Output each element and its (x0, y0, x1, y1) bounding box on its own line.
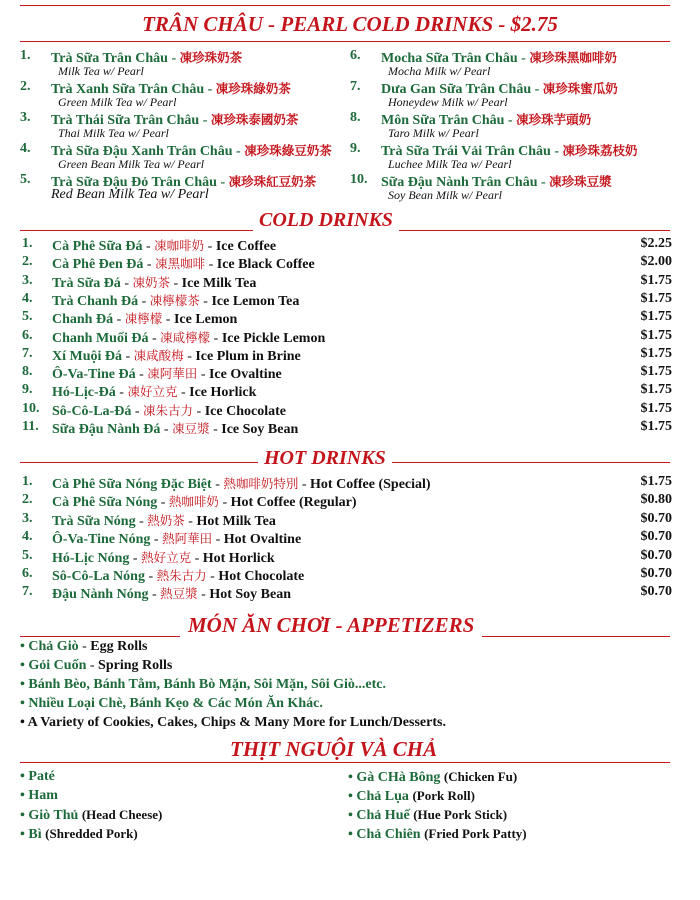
item-vietnamese-name-text: Trà Sữa Đậu Xanh Trân Châu (51, 144, 233, 159)
menu-row (22, 382, 672, 400)
bullet-icon: • (348, 789, 357, 804)
coldcut-vietnamese-name: Giò Thủ (28, 808, 79, 823)
name-separator: - (199, 113, 211, 128)
item-english-name: Hot Coffee (Special) (310, 477, 431, 492)
coldcut-item (20, 769, 55, 785)
name-separator: - (206, 569, 219, 584)
item-number: 2. (20, 79, 31, 94)
item-number: 2. (22, 254, 33, 270)
item-english-name: Ice Horlick (189, 385, 257, 401)
item-number: 7. (22, 345, 33, 361)
item-vietnamese-name: Sữa Đậu Nành Đá (52, 422, 161, 437)
item-chinese-name: 熱阿華田 (162, 531, 213, 547)
item-price: $1.75 (640, 309, 672, 325)
item-english-name: Ice Chocolate (204, 403, 286, 419)
name-separator: - (197, 367, 209, 383)
menu-row (22, 474, 672, 492)
name-separator: - (113, 312, 125, 328)
item-number: 3. (22, 510, 33, 526)
item-english-name: Luchee Milk Tea w/ Pearl (388, 157, 512, 171)
item-chinese-name: 凍朱古力 (143, 402, 194, 418)
name-separator: - (183, 348, 196, 364)
item-english-name: Milk Tea w/ Pearl (58, 64, 144, 78)
item-english-name: Ice Plum in Brine (195, 348, 301, 364)
item-vietnamese-name: Trà Sữa Đá (52, 275, 121, 291)
item-price: $0.80 (640, 492, 672, 508)
name-separator: - (162, 312, 174, 328)
item-vietnamese-name: Chanh Muối Đá (52, 330, 149, 346)
item-english-name: Mocha Milk w/ Pearl (388, 64, 491, 78)
name-separator: - (204, 82, 216, 97)
item-number: 7. (350, 79, 361, 94)
menu-row (22, 419, 672, 437)
coldcut-item (348, 807, 507, 824)
item-chinese-name: 凍檸檬茶 (149, 292, 200, 308)
item-price: $1.75 (640, 474, 672, 489)
item-names (52, 401, 286, 420)
item-number: 8. (22, 364, 33, 380)
item-english-name: Ice Pickle Lemon (221, 330, 326, 346)
item-names (52, 474, 431, 493)
item-vietnamese-name: Cà Phê Sữa Nóng (52, 495, 158, 511)
menu-row (22, 584, 672, 602)
item-number: 6. (22, 327, 33, 343)
item-english-name: Green Bean Milk Tea w/ Pearl (58, 157, 205, 171)
item-price: $0.70 (640, 510, 672, 526)
appetizer-vietnamese-name: Nhiều Loại Chè, Bánh Kẹo & Các Món Ăn Khác. (28, 696, 323, 711)
top-rule (20, 5, 670, 6)
menu-row (22, 236, 672, 254)
coldcut-vietnamese-name: Ham (28, 788, 58, 803)
name-separator: - (170, 275, 182, 291)
coldcut-item (20, 788, 58, 804)
item-vietnamese-name-text: Trà Sữa Trái Vải Trân Châu (381, 144, 551, 159)
item-price: $1.75 (640, 345, 672, 361)
item-number: 2. (22, 492, 33, 508)
item-chinese-name: 凍咸檸檬 (160, 329, 211, 345)
name-separator: - (205, 257, 217, 273)
item-price: $0.70 (640, 566, 672, 581)
item-english-name: Hot Horlick (202, 550, 275, 566)
item-price: $2.25 (640, 236, 672, 251)
bullet-icon: • (20, 788, 29, 803)
item-number: 5. (22, 309, 33, 325)
name-separator: - (143, 257, 156, 273)
item-number: 1. (22, 474, 33, 489)
menu-row (22, 346, 672, 364)
item-vietnamese-name-text: Dưa Gan Sữa Trân Châu (381, 82, 532, 97)
bullet-icon: • (20, 715, 28, 730)
item-names (52, 291, 299, 310)
bullet-icon: • (348, 770, 357, 785)
item-vietnamese-name: Sô-Cô-La-Đá (52, 403, 132, 419)
coldcut-item (348, 826, 527, 843)
menu-row (22, 401, 672, 419)
coldcuts-section-title: THỊT NGUỘI VÀ CHẢ (222, 737, 445, 762)
name-separator: - (193, 403, 205, 419)
item-english-name: Green Milk Tea w/ Pearl (58, 95, 177, 109)
coldcut-vietnamese-name: Gà CHà Bông (356, 770, 441, 785)
item-vietnamese-name-text: Trà Xanh Sữa Trân Châu (51, 82, 205, 97)
menu-row (22, 328, 672, 346)
item-vietnamese-name: Đậu Nành Nóng (52, 587, 149, 603)
item-chinese-name: 凍阿華田 (147, 366, 198, 382)
coldcut-item (348, 769, 517, 786)
item-number: 1. (22, 236, 33, 251)
item-english-name: Ice Coffee (215, 239, 277, 254)
item-vietnamese-name-text: Trà Sữa Trân Châu (51, 51, 168, 66)
item-chinese-name: 凍黑咖啡 (155, 256, 206, 272)
name-separator: - (135, 367, 148, 383)
item-vietnamese-name-text: Trà Thái Sữa Trân Châu (51, 113, 200, 128)
name-separator: - (218, 495, 231, 511)
pearl-section-title: TRÂN CHÂU - PEARL COLD DRINKS - $2.75 (142, 12, 558, 36)
item-chinese-name: 熱好立克 (141, 549, 192, 565)
menu-row (22, 511, 672, 529)
menu-row (22, 548, 672, 566)
item-english-name: Hot Coffee (Regular) (230, 495, 357, 511)
item-names (52, 236, 276, 255)
coldcut-vietnamese-name: Chả Chiên (356, 827, 421, 842)
item-number: 10. (350, 172, 368, 187)
item-chinese-name: 熱奶茶 (147, 512, 185, 528)
item-vietnamese-name: Xí Muội Đá (52, 348, 122, 364)
bullet-icon: • (20, 639, 29, 654)
item-number: 1. (20, 48, 31, 63)
appetizer-vietnamese-name: Chả Giò (28, 639, 79, 654)
coldcuts-top-rule (20, 762, 670, 763)
name-separator: - (150, 532, 163, 548)
item-vietnamese-name-text: Mocha Sữa Trân Châu (381, 51, 518, 66)
item-price: $1.75 (640, 364, 672, 380)
item-english-name: Ice Lemon (173, 312, 238, 328)
bullet-icon: • (20, 769, 29, 784)
item-names (52, 566, 304, 585)
item-price: $1.75 (640, 419, 672, 434)
item-english-name: Hot Soy Bean (209, 587, 292, 603)
name-separator: - (199, 293, 212, 309)
item-price: $1.75 (640, 272, 672, 288)
name-separator: - (115, 385, 128, 401)
cold-section-title: COLD DRINKS (253, 209, 399, 232)
item-chinese-name: 凍豆漿 (172, 421, 210, 436)
item-chinese-name: 熱咖啡奶 (168, 494, 219, 510)
name-separator: - (184, 513, 197, 529)
item-chinese-name: 凍珍珠泰國奶茶 (210, 112, 299, 127)
item-english-name: Hot Chocolate (218, 569, 305, 584)
item-number: 5. (20, 172, 31, 187)
menu-row (22, 254, 672, 272)
item-english-name: Ice Ovaltine (208, 367, 282, 383)
item-vietnamese-name: Cà Phê Đen Đá (52, 257, 144, 273)
appetizers-section-title: MÓN ĂN CHƠI - APPETIZERS (180, 613, 482, 638)
name-separator: - (138, 293, 150, 309)
name-separator: - (504, 113, 517, 128)
item-number: 9. (22, 382, 33, 398)
item-price: $0.70 (640, 584, 672, 600)
item-chinese-name: 熱朱古力 (156, 568, 207, 583)
coldcut-vietnamese-name: Bì (28, 827, 42, 842)
menu-row (22, 291, 672, 309)
coldcut-vietnamese-name: Paté (28, 769, 55, 784)
item-number: 3. (20, 110, 31, 125)
item-price: $1.75 (640, 382, 672, 398)
item-vietnamese-name: Ô-Va-Tine Đá (52, 367, 136, 383)
appetizer-english-name: A Variety of Cookies, Cakes, Chips & Many More for Lunch/Desserts. (27, 715, 446, 730)
item-vietnamese-name: Chanh Đá (52, 312, 114, 328)
item-price: $0.70 (640, 547, 672, 563)
item-number: 7. (22, 584, 33, 600)
menu-row (22, 492, 672, 510)
item-chinese-name: 凍咖啡奶 (154, 238, 205, 253)
appetizer-item (20, 677, 386, 693)
item-english-name: Soy Bean Milk w/ Pearl (388, 188, 502, 202)
name-separator: - (210, 330, 222, 346)
item-names (52, 364, 282, 383)
coldcut-english-name: (Hue Pork Stick) (413, 807, 508, 822)
item-number: 6. (22, 566, 33, 581)
item-english-name: Ice Lemon Tea (211, 293, 300, 309)
item-names (52, 273, 256, 292)
pearl-title-rule (20, 41, 670, 42)
hot-section-title: HOT DRINKS (258, 447, 392, 470)
name-separator: - (135, 513, 148, 529)
item-price: $1.75 (640, 327, 672, 343)
coldcut-item (20, 826, 138, 843)
name-separator: - (122, 348, 134, 364)
item-chinese-name: 熱咖啡奶特別 (223, 476, 299, 491)
item-number: 3. (22, 272, 33, 288)
item-vietnamese-name: Trà Sữa Nóng (52, 513, 136, 529)
appetizer-item (20, 715, 446, 731)
appetizer-item (20, 696, 323, 712)
name-separator: - (232, 144, 245, 159)
item-names (52, 584, 291, 603)
item-chinese-name: 凍檸檬 (124, 311, 163, 327)
item-english-name: Honeydew Milk w/ Pearl (388, 95, 508, 109)
name-separator: - (86, 658, 99, 673)
item-number: 5. (22, 547, 33, 563)
item-chinese-name: 凍奶茶 (132, 274, 170, 290)
name-separator: - (78, 639, 91, 654)
item-number: 4. (20, 141, 31, 156)
item-english-name: Hot Ovaltine (223, 532, 302, 548)
name-separator: - (517, 51, 530, 66)
name-separator: - (129, 550, 142, 566)
coldcut-english-name: (Fried Pork Patty) (424, 826, 527, 841)
item-vietnamese-name: Cà Phê Sữa Nóng Đặc Biệt (52, 477, 212, 492)
item-english-name: Ice Soy Bean (221, 422, 299, 437)
item-names (52, 346, 301, 365)
name-separator: - (191, 550, 203, 566)
item-english-name: Ice Milk Tea (181, 275, 257, 291)
item-vietnamese-name-text: Trà Sữa Đậu Đỏ Trân Châu (51, 175, 217, 190)
item-names (52, 254, 315, 273)
menu-row (22, 364, 672, 382)
item-english-name: Taro Milk w/ Pearl (388, 126, 479, 140)
item-price: $2.00 (640, 254, 672, 270)
item-vietnamese-name: Hó-Lịc Nóng (52, 550, 130, 566)
item-chinese-name: 凍珍珠芋頭奶 (516, 112, 592, 127)
item-number: 9. (350, 141, 361, 156)
name-separator: - (197, 587, 210, 603)
item-names (52, 328, 325, 347)
item-vietnamese-name: Trà Chanh Đá (52, 293, 139, 309)
appetizer-english-name: Egg Rolls (90, 639, 148, 654)
name-separator: - (148, 587, 161, 603)
bullet-icon: • (20, 658, 29, 673)
item-english-name: Ice Black Coffee (216, 257, 315, 273)
item-vietnamese-name: Cà Phê Sữa Đá (52, 239, 143, 254)
item-names (52, 529, 301, 548)
item-chinese-name: 凍好立克 (127, 384, 178, 400)
appetizer-item (20, 658, 172, 674)
name-separator: - (142, 239, 155, 254)
appetizer-vietnamese-name: Bánh Bèo, Bánh Tằm, Bánh Bò Mặn, Sôi Mặn, Sôi Giò...etc. (28, 677, 386, 692)
name-separator: - (167, 51, 180, 66)
menu-row (22, 309, 672, 327)
item-chinese-name: 凍珍珠奶茶 (179, 50, 243, 65)
coldcut-english-name: (Head Cheese) (81, 807, 163, 822)
item-names (52, 382, 256, 401)
bullet-icon: • (20, 696, 29, 711)
item-vietnamese-name: Ô-Va-Tine Nóng (52, 532, 151, 548)
item-chinese-name: 凍珍珠紅豆奶茶 (228, 174, 317, 189)
menu-row (22, 529, 672, 547)
item-vietnamese-name-text: Môn Sữa Trân Châu (381, 113, 505, 128)
name-separator: - (160, 422, 173, 437)
name-separator: - (550, 144, 563, 159)
name-separator: - (209, 422, 222, 437)
item-number: 4. (22, 529, 33, 545)
name-separator: - (537, 175, 550, 190)
item-names (52, 309, 237, 328)
item-vietnamese-name-text: Sữa Đậu Nành Trân Châu (381, 175, 538, 190)
item-english-name: Hot Milk Tea (196, 513, 276, 529)
name-separator: - (298, 477, 311, 492)
coldcut-vietnamese-name: Chả Lụa (356, 789, 409, 804)
appetizer-english-name: Spring Rolls (98, 658, 173, 673)
item-number: 6. (350, 48, 361, 63)
name-separator: - (144, 569, 157, 584)
item-chinese-name: 凍珍珠豆漿 (549, 174, 612, 189)
bullet-icon: • (348, 827, 357, 842)
item-names (52, 419, 298, 438)
menu-row (22, 566, 672, 584)
name-separator: - (131, 403, 144, 419)
name-separator: - (157, 495, 169, 511)
item-chinese-name: 凍咸酸梅 (133, 347, 184, 363)
item-number: 8. (350, 110, 361, 125)
item-chinese-name: 凍珍珠荔枝奶 (562, 143, 638, 158)
bullet-icon: • (20, 827, 29, 842)
item-chinese-name: 凍珍珠綠豆奶茶 (244, 143, 332, 158)
appetizer-vietnamese-name: Gỏi Cuốn (28, 658, 87, 673)
coldcut-english-name: (Shredded Pork) (45, 826, 138, 841)
item-vietnamese-name: Hó-Lịc-Đá (52, 385, 116, 401)
bullet-icon: • (20, 808, 29, 823)
appetizer-item (20, 639, 147, 655)
item-english-name: Red Bean Milk Tea w/ Pearl (51, 187, 209, 202)
item-chinese-name: 凍珍珠綠奶茶 (215, 81, 291, 96)
name-separator: - (212, 532, 224, 548)
item-names (52, 492, 357, 511)
coldcut-item (348, 788, 475, 805)
item-names (52, 548, 275, 567)
bullet-icon: • (20, 677, 29, 692)
item-names (52, 511, 276, 530)
coldcut-item (20, 807, 162, 824)
item-price: $1.75 (640, 290, 672, 306)
item-number: 11. (22, 419, 39, 434)
item-number: 4. (22, 290, 33, 306)
item-number: 10. (22, 400, 40, 416)
name-separator: - (204, 239, 216, 254)
coldcut-english-name: (Pork Roll) (412, 788, 475, 803)
name-separator: - (148, 330, 161, 346)
item-english-name: Thai Milk Tea w/ Pearl (58, 126, 169, 140)
coldcut-vietnamese-name: Chả Huế (356, 808, 410, 823)
name-separator: - (177, 385, 190, 401)
item-chinese-name: 熱豆漿 (160, 586, 198, 602)
name-separator: - (120, 275, 133, 291)
name-separator: - (216, 175, 229, 190)
coldcut-english-name: (Chicken Fu) (443, 769, 518, 784)
item-price: $0.70 (640, 529, 672, 545)
item-chinese-name: 凍珍珠蜜瓜奶 (542, 81, 618, 96)
item-vietnamese-name: Sô-Cô-La Nóng (52, 569, 145, 584)
bullet-icon: • (348, 808, 357, 823)
name-separator: - (211, 477, 224, 492)
menu-row (22, 273, 672, 291)
name-separator: - (531, 82, 543, 97)
item-chinese-name: 凍珍珠黑咖啡奶 (529, 50, 617, 65)
item-price: $1.75 (640, 400, 672, 416)
